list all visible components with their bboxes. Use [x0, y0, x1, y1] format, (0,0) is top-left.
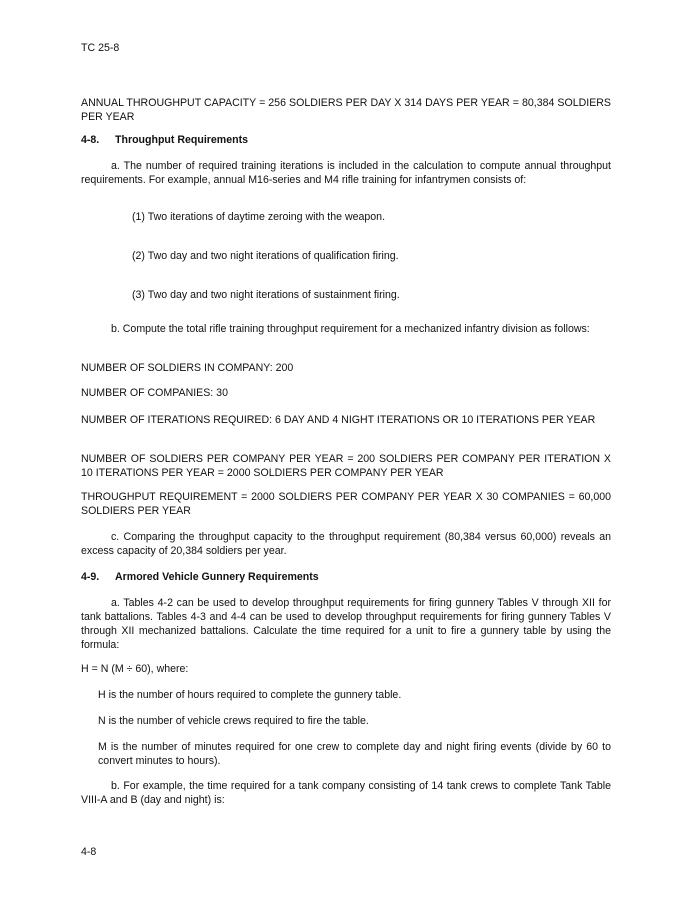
paragraph-4-8-a: a. The number of required training iterations is included in the calculation to compute annual throughput requirements. For example, annual M16-series and M4 rifle training for infantrymen consists of: [81, 160, 611, 186]
paragraph-4-8-c: c. Comparing the throughput capacity to the throughput requirement (80,384 versus 60,000) reveals an excess capacity of 20,384 soldiers per year. [81, 531, 611, 557]
section-number: 4-8. [81, 134, 100, 146]
annual-capacity-statement: ANNUAL THROUGHPUT CAPACITY = 256 SOLDIERS PER DAY X 314 DAYS PER YEAR = 80,384 SOLDIERS PER YEAR [81, 97, 611, 123]
paragraph-4-9-b: b. For example, the time required for a tank company consisting of 14 tank crews to complete Tank Table VIII-A and B (day and night) is: [81, 780, 611, 806]
footer-page-number: 4-8 [81, 846, 97, 858]
soldiers-in-company: NUMBER OF SOLDIERS IN COMPANY: 200 [81, 362, 294, 374]
definition-m: M is the number of minutes required for one crew to complete day and night firing events (divide by 60 to convert minutes to hours). [98, 741, 611, 767]
iterations-required: NUMBER OF ITERATIONS REQUIRED: 6 DAY AND 4 NIGHT ITERATIONS OR 10 ITERATIONS PER YEAR [81, 414, 596, 426]
section-title: Throughput Requirements [115, 134, 249, 146]
list-item: (2) Two day and two night iterations of qualification firing. [132, 250, 399, 262]
paragraph-4-9-a: a. Tables 4-2 can be used to develop throughput requirements for firing gunnery Tables V through XII for tank battalions. Tables 4-3 and 4-4 can be used to develop throughput requirements for firing gunnery Tables V through XII mechanized battalions. Calculate the time required for a unit to fire a gunnery table by using the formula: [81, 597, 611, 651]
soldiers-per-company-per-year: NUMBER OF SOLDIERS PER COMPANY PER YEAR = 200 SOLDIERS PER COMPANY PER ITERATION X 10 ITERATIONS PER YEAR = 2000 SOLDIERS PER COMPANY PER YEAR [81, 453, 611, 479]
throughput-requirement: THROUGHPUT REQUIREMENT = 2000 SOLDIERS PER COMPANY PER YEAR X 30 COMPANIES = 60,000 SOLDIERS PER YEAR [81, 491, 611, 517]
definition-n: N is the number of vehicle crews required to fire the table. [98, 715, 369, 727]
list-item: (3) Two day and two night iterations of sustainment firing. [132, 289, 400, 301]
paragraph-4-8-b: b. Compute the total rifle training throughput requirement for a mechanized infantry division as follows: [111, 323, 590, 335]
list-item: (1) Two iterations of daytime zeroing with the weapon. [132, 211, 386, 223]
section-number: 4-9. [81, 571, 100, 583]
section-title: Armored Vehicle Gunnery Requirements [115, 571, 319, 583]
section-heading-4-8 [81, 133, 248, 147]
header-doc-id: TC 25-8 [81, 42, 120, 54]
definition-h: H is the number of hours required to complete the gunnery table. [98, 689, 402, 701]
gunnery-formula: H = N (M ÷ 60), where: [81, 663, 189, 675]
number-of-companies: NUMBER OF COMPANIES: 30 [81, 387, 228, 399]
section-heading-4-9 [81, 570, 319, 584]
